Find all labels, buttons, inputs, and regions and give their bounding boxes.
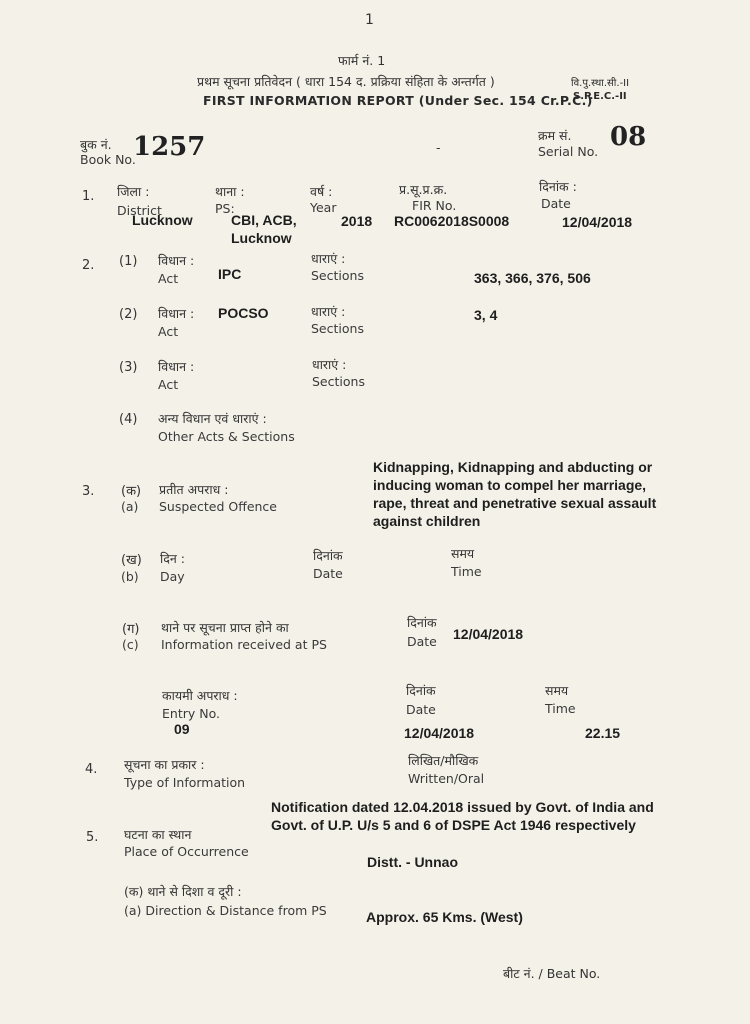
act-1-index: (1) [119, 254, 138, 269]
ps-label-hindi: थाना : [215, 184, 245, 199]
entry-date-value: 12/04/2018 [404, 725, 475, 741]
offence-index-english: (a) [121, 499, 139, 514]
written-oral-english: Written/Oral [408, 771, 485, 786]
offence-line: rape, threat and penetrative sexual assault [373, 495, 657, 511]
day-time-label-hindi: समय [451, 546, 475, 561]
day-index-english: (b) [121, 569, 139, 584]
district-label-hindi: जिला : [117, 184, 150, 199]
act-3-index: (3) [119, 360, 138, 375]
district-label-english: District [117, 203, 162, 218]
suspected-offence-value [373, 458, 656, 530]
info-received-label-hindi: थाने पर सूचना प्राप्त होने का [161, 620, 289, 635]
spec-hindi: वि.पु.स्था.सी.-II [571, 78, 630, 89]
other-acts-index: (4) [119, 412, 138, 427]
beat-label: बीट नं. / Beat No. [503, 966, 601, 981]
ps-label-english: PS: [215, 201, 235, 216]
book-label-hindi: बुक नं. [80, 137, 112, 152]
info-date-value: 12/04/2018 [453, 626, 524, 642]
item-5-number: 5. [86, 830, 99, 845]
offence-label-hindi: प्रतीत अपराध : [159, 482, 229, 497]
title-english: FIRST INFORMATION REPORT (Under Sec. 154 Cr.P.C.) [203, 93, 593, 108]
date-value: 12/04/2018 [562, 214, 633, 230]
offence-line: Kidnapping, Kidnapping and abducting or [373, 459, 653, 475]
form-number: फार्म नं. 1 [338, 53, 386, 68]
info-date-label-hindi: दिनांक [407, 615, 437, 630]
page-number: 1 [365, 12, 374, 28]
entry-time-label-hindi: समय [545, 683, 569, 698]
sections-3-label-hindi: धाराएं : [312, 357, 347, 372]
day-date-label-english: Date [313, 566, 343, 581]
item-3-number: 3. [82, 484, 95, 499]
sections-1-label-english: Sections [311, 268, 364, 283]
year-label-english: Year [310, 200, 337, 215]
day-label-english: Day [160, 569, 185, 584]
place-label-hindi: घटना का स्थान [124, 827, 192, 842]
info-type-label-english: Type of Information [124, 775, 246, 790]
sections-2-value: 3, 4 [474, 307, 498, 323]
serial-label-english: Serial No. [538, 144, 599, 159]
act-1-value: IPC [218, 266, 242, 282]
book-label-english: Book No. [80, 152, 136, 167]
sections-1-label-hindi: धाराएं : [311, 251, 346, 266]
day-label-hindi: दिन : [160, 551, 185, 566]
dash-mark: - [436, 140, 441, 155]
day-index-hindi: (ख) [121, 553, 142, 568]
other-acts-label-english: Other Acts & Sections [158, 429, 295, 444]
entry-label-english: Entry No. [162, 706, 220, 721]
entry-label-hindi: कायमी अपराध : [162, 688, 238, 703]
item-4-number: 4. [85, 762, 98, 777]
date-label-hindi: दिनांक : [539, 179, 577, 194]
place-label-english: Place of Occurrence [124, 844, 249, 859]
item-2-number: 2. [82, 258, 95, 273]
date-label-english: Date [541, 196, 571, 211]
ps-value-line1: CBI, ACB, [231, 212, 297, 228]
year-label-hindi: वर्ष : [310, 184, 333, 199]
info-date-label-english: Date [407, 634, 437, 649]
title-hindi: प्रथम सूचना प्रतिवेदन ( धारा 154 द. प्रक्रिया संहिता के अन्तर्गत ) [197, 74, 495, 89]
offence-line: against children [373, 513, 481, 529]
day-date-label-hindi: दिनांक [313, 548, 343, 563]
place-value: Distt. - Unnao [367, 854, 458, 870]
sections-2-label-hindi: धाराएं : [311, 304, 346, 319]
act-1-label-english: Act [158, 271, 179, 286]
district-value: Lucknow [132, 212, 193, 228]
book-number: 1257 [133, 132, 206, 162]
year-value: 2018 [341, 213, 373, 229]
entry-date-label-hindi: दिनांक [406, 683, 436, 698]
act-2-value: POCSO [218, 305, 269, 321]
act-2-label-english: Act [158, 324, 179, 339]
fir-value: RC0062018S0008 [394, 213, 510, 229]
sections-1-value: 363, 366, 376, 506 [474, 270, 591, 286]
notification-text [271, 798, 654, 834]
entry-time-value: 22.15 [585, 725, 621, 741]
info-index-english: (c) [122, 637, 139, 652]
direction-label-hindi: (क) थाने से दिशा व दूरी : [124, 884, 242, 899]
entry-value: 09 [174, 721, 190, 737]
serial-number: 08 [610, 122, 647, 152]
direction-label-english: (a) Direction & Distance from PS [124, 903, 327, 918]
offence-index-hindi: (क) [121, 484, 142, 499]
written-oral-hindi: लिखित/मौखिक [408, 753, 479, 768]
sections-2-label-english: Sections [311, 321, 364, 336]
sections-3-label-english: Sections [312, 374, 365, 389]
offence-line: inducing woman to compel her marriage, [373, 477, 647, 493]
act-2-label-hindi: विधान : [158, 306, 195, 321]
notification-line: Govt. of U.P. U/s 5 and 6 of DSPE Act 1946 respectively [271, 817, 636, 833]
act-3-label-hindi: विधान : [158, 359, 195, 374]
entry-time-label-english: Time [545, 701, 576, 716]
act-3-label-english: Act [158, 377, 179, 392]
item-1-number: 1. [82, 189, 95, 204]
info-type-label-hindi: सूचना का प्रकार : [124, 757, 205, 772]
other-acts-label-hindi: अन्य विधान एवं धाराएं : [158, 411, 267, 426]
notification-line: Notification dated 12.04.2018 issued by Govt. of India and [271, 799, 654, 815]
act-1-label-hindi: विधान : [158, 253, 195, 268]
spec-english: S.P.E.C.-II [573, 91, 627, 102]
fir-label-hindi: प्र.सू.प्र.क्र. [399, 182, 448, 197]
entry-date-label-english: Date [406, 702, 436, 717]
info-index-hindi: (ग) [122, 622, 140, 637]
offence-label-english: Suspected Offence [159, 499, 277, 514]
ps-value-line2: Lucknow [231, 230, 292, 246]
direction-value: Approx. 65 Kms. (West) [366, 909, 523, 925]
info-received-label-english: Information received at PS [161, 637, 327, 652]
day-time-label-english: Time [451, 564, 482, 579]
fir-label-english: FIR No. [412, 198, 457, 213]
act-2-index: (2) [119, 307, 138, 322]
serial-label-hindi: क्रम सं. [538, 128, 572, 143]
